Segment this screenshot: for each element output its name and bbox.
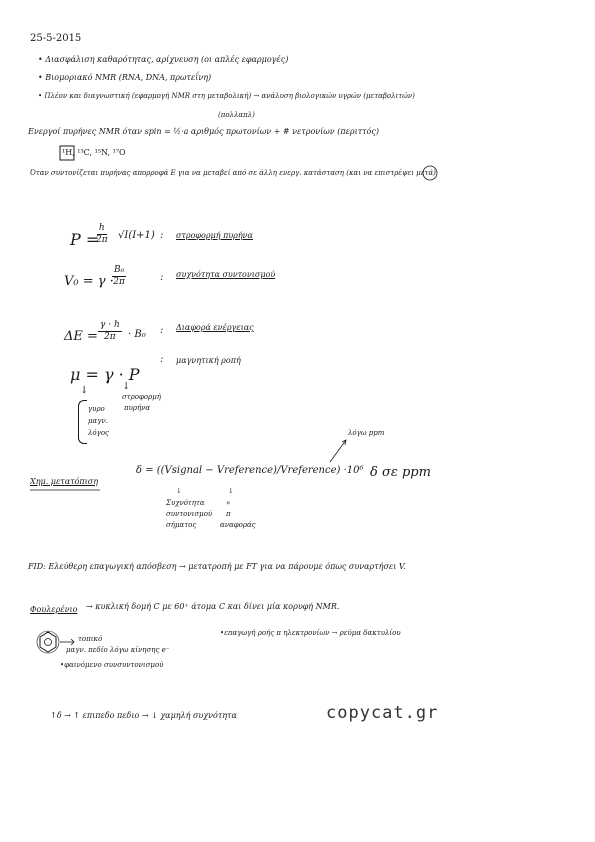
circle-icon [423,166,437,180]
chem-shift-sub: συντονισμού [166,510,213,518]
fullerene-text: → κυκλική δομή C με 60⁺ άτομα C και δίνει μία κορυφή NMR. [86,602,340,611]
bullet-item: • Βιομοριακό NMR (RNA, DNA, πρωτεΐνη) [38,73,212,82]
bracket-text: μαγν. [88,417,108,425]
resonance-line: Όταν συντονίζεται πυρήνας απορροφά E για να μεταβεί από σε άλλη ενεργ. κατάσταση (και να επιστρέψει μετά) [30,169,436,177]
eq1-label: στροφορμή πυρήνα [176,231,253,240]
fid-line: FID: Ελεύθερη επαγωγική απόσβεση → μετατροπή με FT για να πάρουμε όπως συναρτήσει V. [28,562,406,571]
eq4-sub-text: στροφορμή [122,393,161,401]
ring-text: •φαινόμενο συνσυντονισμού [60,661,164,669]
chem-shift-label: Χημ. μετατόπιση [30,477,98,486]
ring-text: τοπικό [78,635,103,643]
fullerene-label: Φουλερένιο [30,605,78,614]
eq1-fraction: $\frac{h}{2\pi}$ [96,223,108,245]
bracket-text: λόγος [88,429,109,437]
chem-shift-sub: » [226,499,231,507]
down-arrow-icon: ↓ [122,381,131,392]
ring-text: μαγν. πεδίο λόγω κίνησης e⁻ [66,646,170,654]
eq3-lhs: ΔE = [64,329,98,344]
eq3-rhs: · B₀ [128,329,146,340]
eq2-lhs: V₀ = γ · [64,274,114,289]
eq4-lhs: μ = γ · P [70,365,140,384]
eq2-fraction: $\frac{\text{B₀}}{2\pi}$ [113,265,125,287]
eq3-fraction: $\frac{\gamma \cdot h}{2\pi}$ [100,320,120,342]
notebook-page: 25-5-2015 • Διασφάλιση καθαρότητας, αρίχνευση (οι απλές εφαρμογές) • Βιομοριακό NMR (RNA, DNA, πρωτεΐνη) • Πλέον και διαγνωστική (εφαρμογή NMR στη μεταβολική) → ανάλυση βιολογικών υγρών (μεταβολιτών) (πολλαπλ) Ενεργοί πυρήνες NMR όταν spin = ½·a αριθμός πρωτονίων + # νετρονίων (περιττός) ¹H, ¹³C, ¹⁵N, ¹⁷O Όταν συντονίζεται πυρήνας απορροφά E για να μεταβεί από σε άλλη ενεργ. κατάσταση (και να επιστρέψει μετά) P = $\frac{h}{2\pi}$ √I(I+1) : στροφορμή πυρήνα V₀ = γ · $\frac{\text{B₀}}{2\pi}$ : συχνότητα συντονισμού ΔE = $\frac{\gamma \cdot h}{2\pi}$ · B₀ : Διαφορά ενέργειας μ = γ · P : μαγνητική ροπή ↓ ↓ στροφορμή πυρήνα γυρο μαγν. λόγος λόγω ppm Χημ. μετατόπιση δ = ((Vsignal − Vreference)/Vreference) ·10⁶ δ σε ppm ↓ ↓ Συχνότητα συντονισμού σήματος » π αναφοράς FID: Ελεύθερη επαγωγική απόσβεση → μετατροπή με FT για να πάρουμε όπως συναρτήσει V. Φουλερένιο → κυκλική δομή C με 60⁺ άτομα C και δίνει μία κορυφή NMR. τοπικό μαγν. πεδίο λόγω κίνησης e⁻ •φαινόμενο συνσυντονισμού •επαγωγή ροής π ηλεκτρονίων → ρεύμα δακτυλίου ↑δ → ↑ επιπεδο πεδιο → ↓ χαμηλή συχνότητα copycat.gr [0,0,595,842]
bullet-item: • Διασφάλιση καθαρότητας, αρίχνευση (οι απλές εφαρμογές) [38,55,289,64]
bracket-text: γυρο [88,405,105,413]
eq3-label: Διαφορά ενέργειας [176,323,254,332]
eq1-lhs: P = [70,230,100,249]
final-line: ↑δ → ↑ επιπεδο πεδιο → ↓ χαμηλή συχνότητα [50,711,237,720]
chem-shift-unit: δ σε ppm [370,465,431,480]
spin-note: (πολλαπλ) [218,111,255,119]
chem-shift-sub: αναφοράς [220,521,256,529]
eq2-label: συχνότητα συντονισμού [176,270,276,279]
chem-shift-sub: σήματος [166,521,197,529]
eq4-sub-text: πυρήνα [124,404,151,412]
box-icon [60,146,74,160]
nuclei-list: ¹H, ¹³C, ¹⁵N, ¹⁷O [62,148,126,157]
chem-shift-sub: π [226,510,231,518]
eq1-rhs: √I(I+1) [118,230,155,241]
date: 25-5-2015 [30,33,82,44]
benzene-ring-icon [37,631,59,653]
watermark-text: copycat.gr [326,703,439,723]
chem-shift-sub: Συχνότητα [166,499,205,507]
chem-shift-formula: δ = ((Vsignal − Vreference)/Vreference) ·10⁶ [136,465,364,476]
chem-shift-top-note: λόγω ppm [348,429,385,437]
down-arrow-icon: ↓ [80,385,89,396]
eq4-label: μαγνητική ροπή [176,356,241,365]
nmr-active-line: Ενεργοί πυρήνες NMR όταν spin = ½·a αριθμός πρωτονίων + # νετρονίων (περιττός) [28,127,379,136]
ring-current-text: •επαγωγή ροής π ηλεκτρονίων → ρεύμα δακτυλίου [220,629,401,637]
bullet-item: • Πλέον και διαγνωστική (εφαρμογή NMR στη μεταβολική) → ανάλυση βιολογικών υγρών (μεταβολιτών) [38,92,415,100]
